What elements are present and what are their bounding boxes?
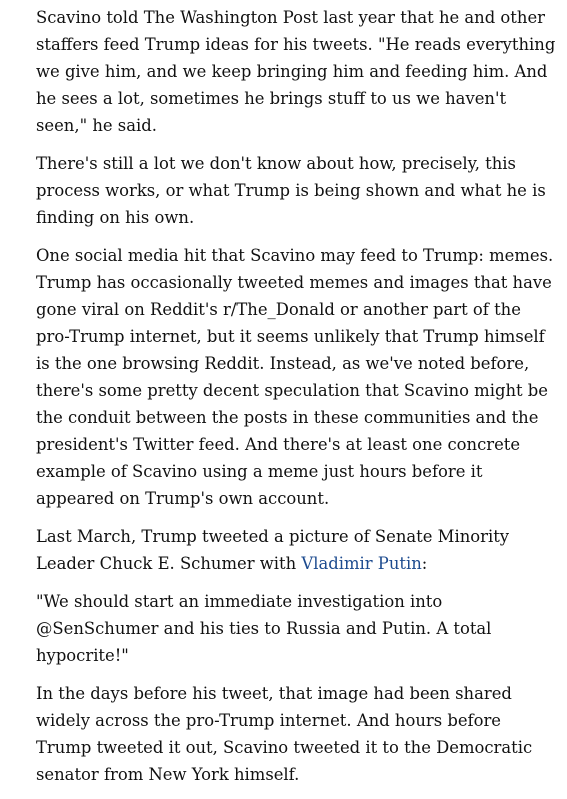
paragraph-unknowns: There's still a lot we don't know about how, precisely, this process works, or what Trump is being shown and what he is finding on his own.	[36, 154, 546, 227]
paragraph-image-shared: In the days before his tweet, that image had been shared widely across the pro-Trump internet. And hours before Trump tweeted it out, Scavino tweeted it to the Democratic senator from New York himself.	[36, 684, 533, 784]
paragraph-schumer-tweet	[36, 523, 558, 577]
paragraph-schumer-colon: :	[421, 554, 428, 573]
vladimir-putin-link[interactable]: Vladimir Putin	[301, 554, 422, 573]
paragraph-tweet-quote: "We should start an immediate investigation into @SenSchumer and his ties to Russia and Putin. A total hypocrite!"	[36, 592, 492, 665]
article-body	[36, 4, 558, 799]
paragraph-scavino-quote: Scavino told The Washington Post last year that he and other staffers feed Trump ideas for his tweets. "He reads everything we give him, and we keep bringing him and feeding him. And he sees a lot, sometimes he brings stuff to us we haven't seen," he said.	[36, 8, 556, 135]
paragraph-memes: One social media hit that Scavino may feed to Trump: memes. Trump has occasionally tweeted memes and images that have gone viral on Reddit's r/The_Donald or another part of the pro-Trump internet, but it seems unlikely that Trump himself is the one browsing Reddit. Instead, as we've noted before, there's some pretty decent speculation that Scavino might be the conduit between the posts in these communities and the president's Twitter feed. And there's at least one concrete example of Scavino using a meme just hours before it appeared on Trump's own account.	[36, 246, 554, 508]
paragraph-schumer-text: Last March, Trump tweeted a picture of Senate Minority Leader Chuck E. Schumer with	[36, 527, 510, 573]
